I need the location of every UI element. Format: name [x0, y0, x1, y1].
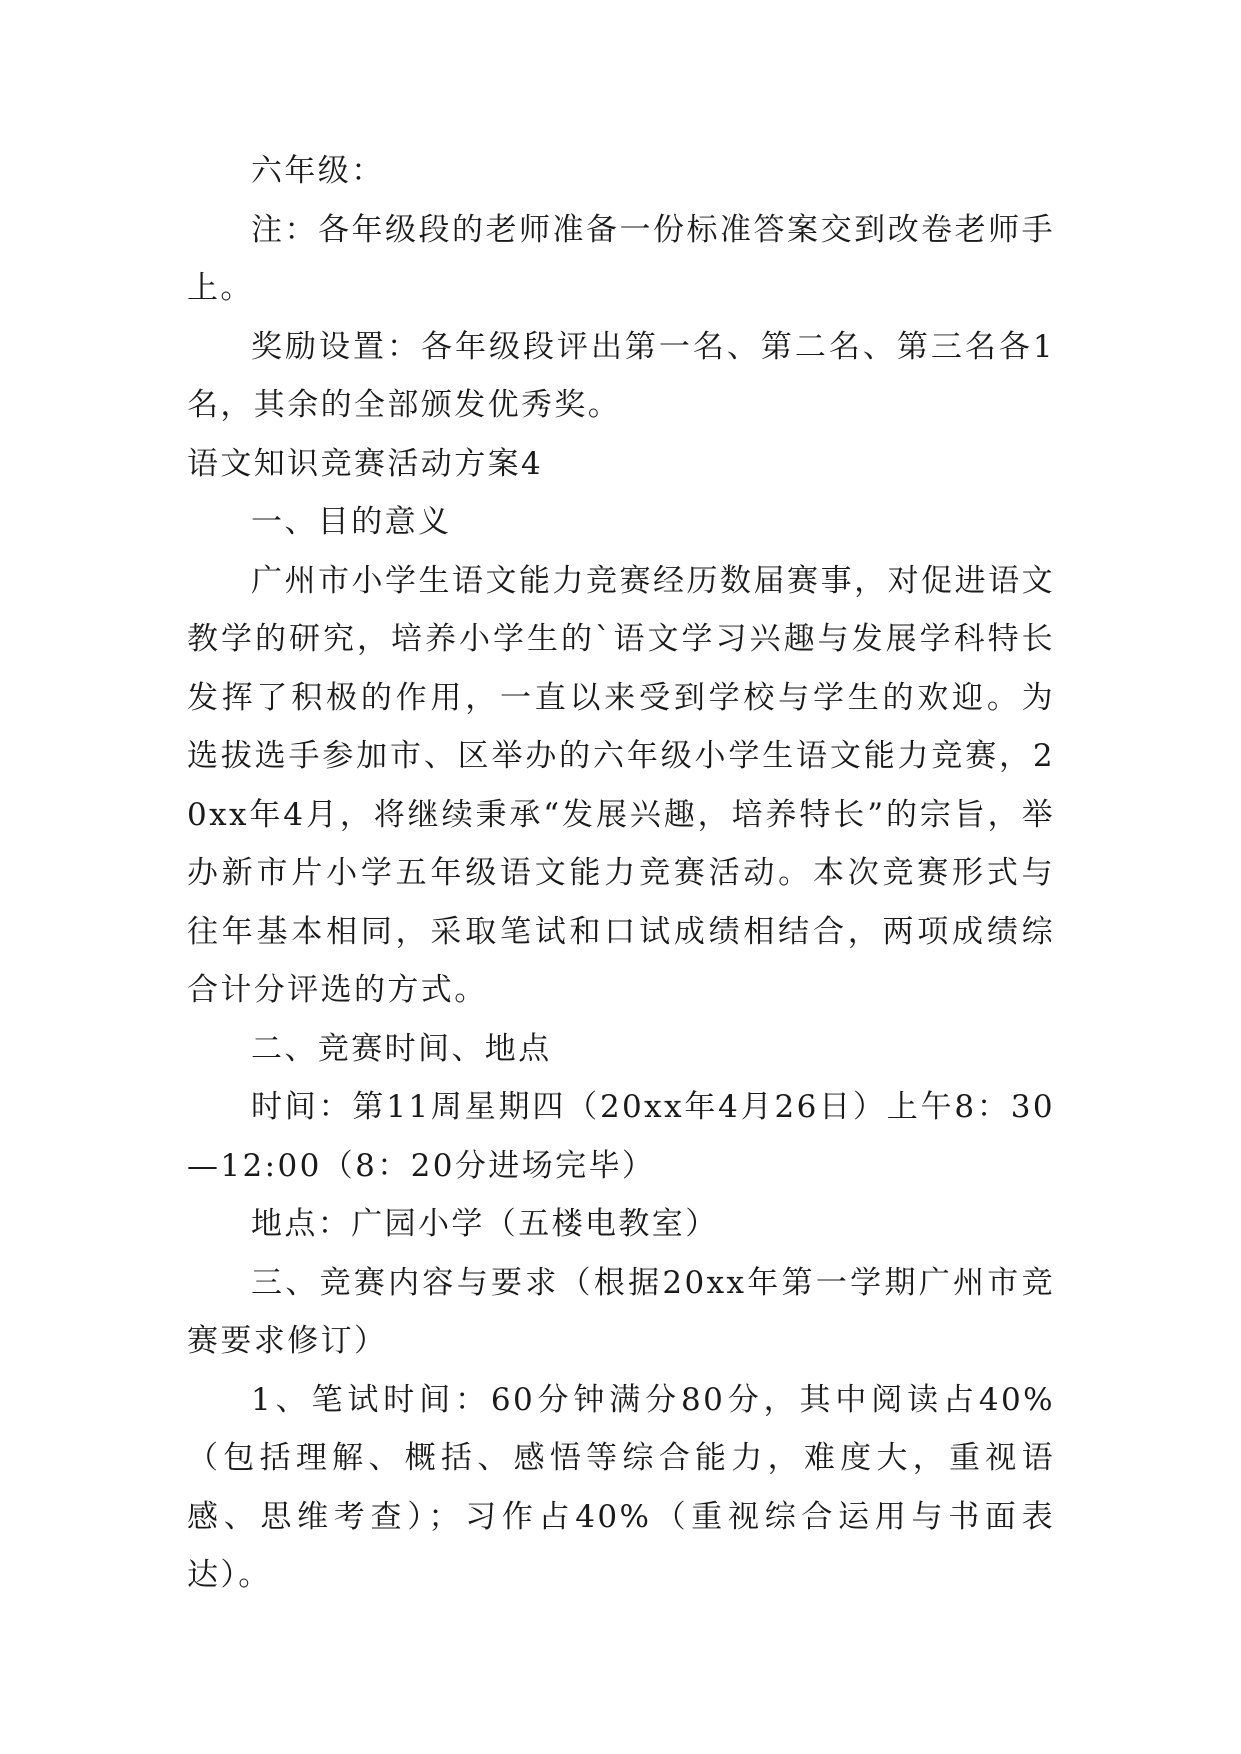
paragraph-written-test: 1、笔试时间：60分钟满分80分，其中阅读占40%（包括理解、概括、感悟等综合能力，难度大，重视语感、思维考查）；习作占40%（重视综合运用与书面表达）。 — [187, 1381, 1055, 1593]
paragraph-place: 地点：广园小学（五楼电教室） — [251, 1206, 719, 1242]
paragraph-awards: 奖励设置：各年级段评出第一名、第二名、第三名各1名，其余的全部颁发优秀奖。 — [187, 328, 1055, 423]
heading-purpose: 一、目的意义 — [251, 504, 452, 540]
heading-content-requirements: 三、竞赛内容与要求（根据20xx年第一学期广州市竞赛要求修订） — [187, 1264, 1055, 1359]
section-title: 语文知识竞赛活动方案4 — [187, 445, 544, 482]
paragraph-note: 注：各年级段的老师准备一份标准答案交到改卷老师手上。 — [187, 211, 1055, 306]
paragraph-grade-six: 六年级： — [251, 153, 385, 189]
paragraph-time: 时间：第11周星期四（20xx年4月26日）上午8：30—12:00（8：20分进场完毕） — [187, 1089, 1055, 1184]
document-body — [187, 142, 1055, 1605]
paragraph-purpose-body: 广州市小学生语文能力竞赛经历数届赛事，对促进语文教学的研究，培养小学生的`语文学习兴趣与发展学科特长发挥了积极的作用，一直以来受到学校与学生的欢迎。为选拔选手参加市、区举办的六年级小学生语文能力竞赛，20xx年4月，将继续秉承“发展兴趣，培养特长”的宗旨，举办新市片小学五年级语文能力竞赛活动。本次竞赛形式与往年基本相同，采取笔试和口试成绩相结合，两项成绩综合计分评选的方式。 — [187, 562, 1055, 1008]
heading-time-place: 二、竞赛时间、地点 — [251, 1030, 552, 1067]
